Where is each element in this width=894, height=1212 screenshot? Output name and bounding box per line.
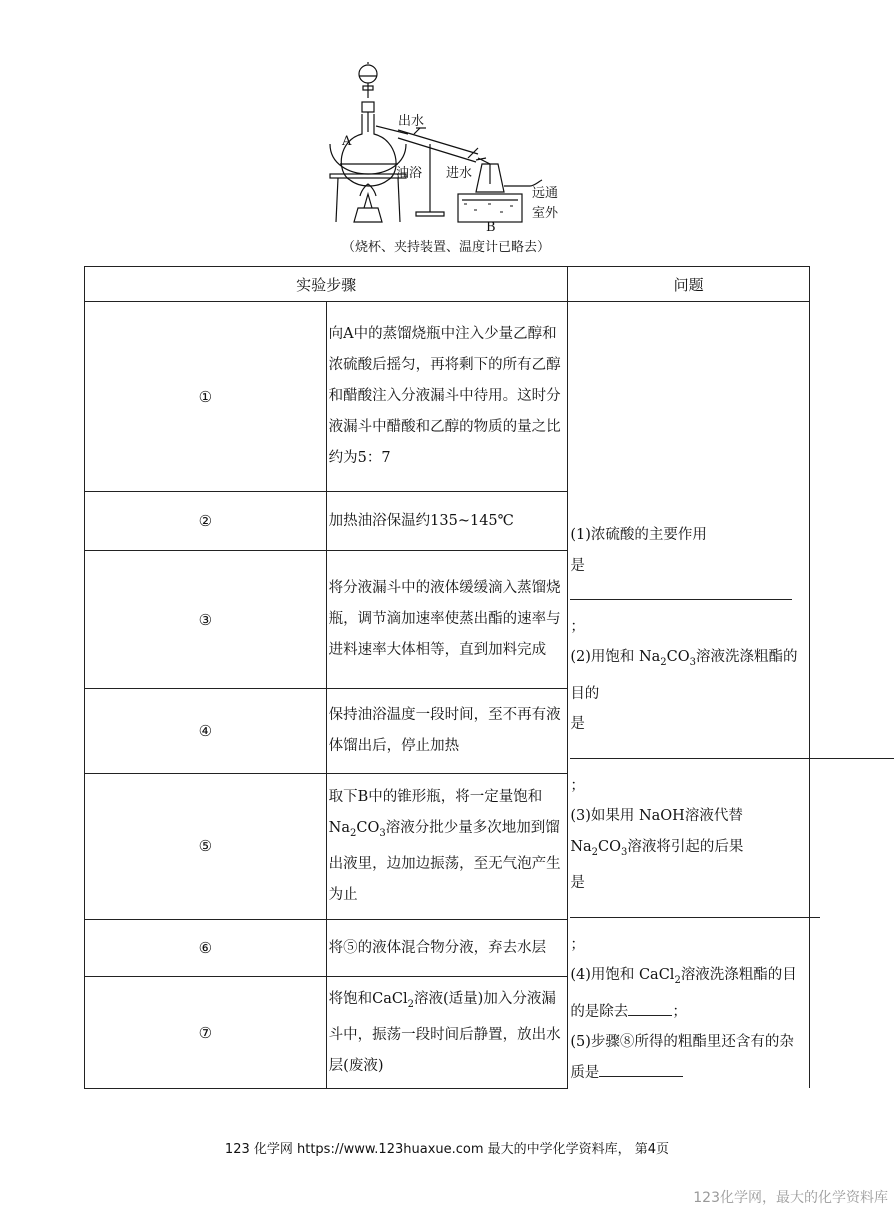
question-5: (5)步骤⑧所得的粗酯里还含有的杂质是 [570,1034,794,1081]
step-text: 取下B中的锥形瓶，将一定量饱和$Na_2CO_3$溶液分批少量多次地加到馏出液里，边加边振荡，至无气泡产生为止 [326,773,568,919]
step-text: 加热油浴保温约135~145℃ [326,492,568,551]
label-far-vent-1: 远通 [532,186,559,201]
step-number: ① [85,302,327,492]
step-number: ⑦ [85,977,327,1089]
questions-block: (1)浓硫酸的主要作用 是； (2)用饱和 $Na_2CO_3$溶液洗涤粗酯的目的 是； (3)如果用 NaOH溶液代替 $Na_2CO_3$溶液将引起的后果 是； (4)用饱和 CaCl$_2$溶液洗涤粗酯的目的是除去 ； (5)步骤⑧所得的粗酯里还含有的杂质是 [570,302,803,1088]
step-number: ⑥ [85,919,327,976]
experiment-table [84,266,810,1089]
step-text: 将⑤的液体混合物分液，弃去水层 [326,919,568,976]
label-inlet-water: 进水 [446,166,473,181]
figure-caption: （烧杯、夹持装置、温度计已略去） [342,240,551,255]
label-far-vent-2: 室外 [532,206,559,221]
step-text: 向A中的蒸馏烧瓶中注入少量乙醇和浓硫酸后摇匀，再将剩下的所有乙醇和醋酸注入分液漏斗中待用。这时分液漏斗中醋酸和乙醇的物质的量之比约为5：7 [326,302,568,492]
step-number: ② [85,492,327,551]
page-footer: 123 化学网 https://www.123huaxue.com 最大的中学化学资料库， 第4页 [224,1142,670,1157]
brand-watermark: 123化学网，最大的化学资料库 [693,1190,888,1206]
header-questions: 问题 [568,267,810,302]
step-number: ③ [85,550,327,688]
question-1: (1)浓硫酸的主要作用 [570,527,707,543]
label-flask-b: B [486,220,496,235]
answer-blank-3[interactable] [570,901,820,918]
answer-blank-1[interactable] [570,583,792,600]
answer-blank-5[interactable] [599,1060,683,1077]
question-3: (3)如果用 NaOH溶液代替 $Na_2CO_3$溶液将引起的后果 [570,808,744,858]
table-row [85,302,810,492]
question-2: (2)用饱和 $Na_2CO_3$溶液洗涤粗酯的目的 [570,649,798,702]
table-header-row [85,267,810,302]
answer-blank-2[interactable] [570,742,894,759]
apparatus-figure [318,62,618,240]
header-steps: 实验步骤 [85,267,568,302]
apparatus-drawing [318,62,618,240]
step-number: ④ [85,689,327,773]
label-oil-bath: 油浴 [396,166,423,181]
label-flask-a: A [342,134,352,149]
question-4: (4)用饱和 CaCl$_2$溶液洗涤粗酯的目的是除去 ； [570,967,797,1020]
step-number: ⑤ [85,773,327,919]
answer-blank-4[interactable] [628,999,672,1016]
step-text: 保持油浴温度一段时间，至不再有液体馏出后，停止加热 [326,689,568,773]
step-text: 将饱和CaCl$_2$溶液(适量)加入分液漏斗中，振荡一段时间后静置，放出水层(废液) [326,977,568,1089]
label-outlet-water: 出水 [398,114,425,129]
step-text: 将分液漏斗中的液体缓缓滴入蒸馏烧瓶，调节滴加速率使蒸出酯的速率与进料速率大体相等，直到加料完成 [326,550,568,688]
questions-cell [568,302,810,1089]
